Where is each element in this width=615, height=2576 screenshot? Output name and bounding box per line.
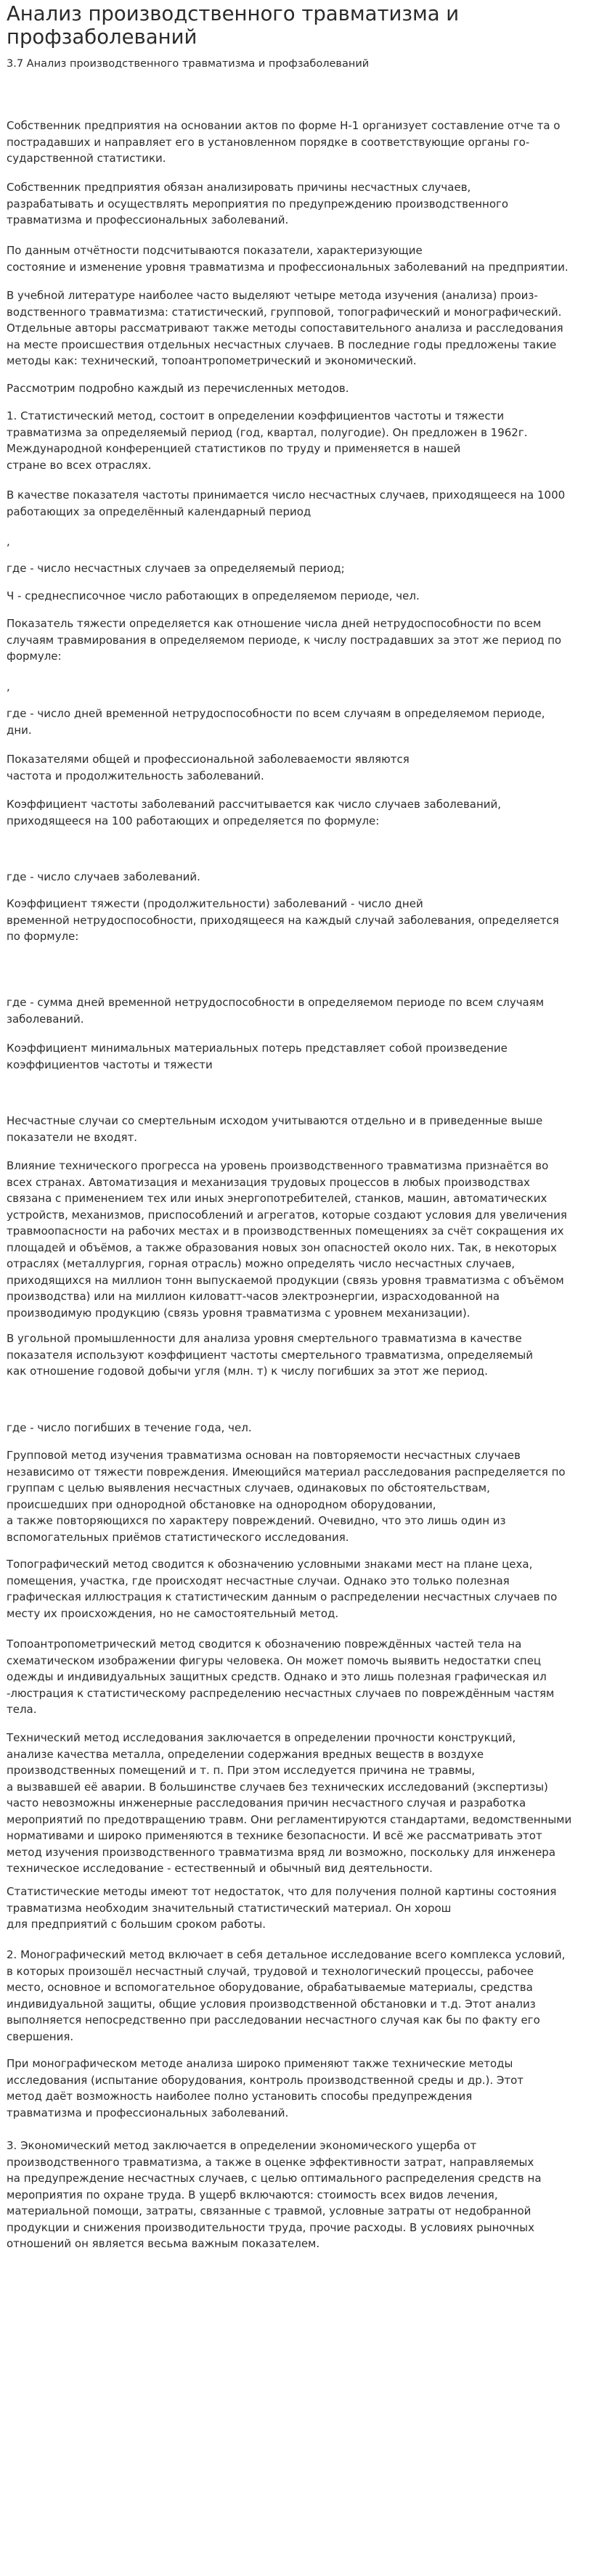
paragraph-line: в которых произошёл несчастный случай, трудовой и технологический процессы, рабочее: [7, 1964, 534, 1978]
paragraph-line: площадей и объёмов, а также образования новых зон опасностей около них. Так, в некоторых: [7, 1240, 557, 1254]
paragraph-line: травматизма за определяемый период (год, квартал, полугодие). Он предложен в 1962г.: [7, 425, 528, 439]
paragraph-line: работающих за определённый календарный период: [7, 504, 311, 518]
section-subtitle: 3.7 Анализ производственного травматизма и профзаболеваний: [7, 58, 370, 70]
paragraph-line: устройств, механизмов, приспособлений и агрегатов, которые создают условия для увеличения: [7, 1208, 567, 1222]
paragraph-line: часто невозможны инженерные расследования причин несчастного случая и разработка: [7, 1796, 526, 1810]
paragraph-line: Международной конференцией статистиков по труду и применяется в нашей: [7, 442, 461, 455]
paragraph-line: на месте происшествия отдельных несчастных случаев. В последние годы предложены такие: [7, 338, 557, 351]
paragraph-line: где - число несчастных случаев за определяемый период;: [7, 562, 345, 575]
paragraph-line: производственного травматизма, а также в оценке эффективности затрат, направляемых: [7, 2155, 534, 2169]
paragraph: [7, 751, 600, 784]
paragraph-line: графическая иллюстрация к статистическим данным о распределении несчастных случаев по: [7, 1590, 558, 1603]
paragraph-line: анализе качества металла, определении содержания вредных веществ в воздухе: [7, 1747, 484, 1761]
paragraph-line: исследования (испытание оборудования, контроль производственной среды и др.). Этот: [7, 2073, 524, 2087]
paragraph-line: 3. Экономический метод заключается в определении экономического ущерба от: [7, 2139, 477, 2152]
paragraph-line: а также повторяющихся по характеру повреждений. Очевидно, что это лишь один из: [7, 1514, 506, 1527]
paragraph-line: пострадавших и направляет его в установленном порядке в соответствующие органы го-: [7, 135, 530, 149]
paragraph: [7, 1113, 600, 1145]
paragraph-line: где - число погибших в течение года, чел.: [7, 1421, 252, 1434]
paragraph-line: Коэффициент минимальных материальных потерь представляет собой произведение: [7, 1042, 508, 1055]
paragraph-line: Рассмотрим подробно каждый из перечисленных методов.: [7, 382, 349, 395]
paragraph: [7, 1556, 600, 1622]
paragraph-line: стране во всех отраслях.: [7, 458, 152, 472]
paragraph: [7, 2138, 600, 2252]
paragraph-line: -люстрация к статистическому распределению несчастных случаев по повреждённым частям: [7, 1686, 555, 1700]
paragraph-line: травматизма и профессиональных заболеваний.: [7, 213, 289, 226]
paragraph-line: место, основное и вспомогательное оборудование, обрабатываемые материалы, средства: [7, 1981, 533, 1994]
paragraph-line: Топоантропометрический метод сводится к обозначению повреждённых частей тела на: [7, 1637, 522, 1651]
paragraph-line: травматизма и профессиональных заболеваний.: [7, 2106, 289, 2119]
paragraph-line: на предупреждение несчастных случаев, с целью оптимального распределения средств на: [7, 2172, 542, 2185]
paragraph: [7, 560, 600, 577]
paragraph-line: помещения, участка, где происходят несчастные случаи. Однако это только полезная: [7, 1574, 510, 1587]
paragraph-line: производства) или на миллион киловатт-часов электроэнергии, израсходованной на: [7, 1290, 500, 1303]
paragraph: [7, 179, 600, 229]
paragraph-line: Собственник предприятия обязан анализировать причины несчастных случаев,: [7, 181, 471, 194]
paragraph: [7, 533, 600, 550]
paragraph-line: свершения.: [7, 2029, 74, 2043]
paragraph-line: Ч - среднесписочное число работающих в определяемом периоде, чел.: [7, 589, 420, 602]
paragraph-line: производственных помещений и т. п. При этом исследуется причина не травмы,: [7, 1764, 476, 1777]
paragraph-line: ,: [7, 680, 10, 693]
paragraph-line: Коэффициент тяжести (продолжительности) заболеваний - число дней: [7, 897, 423, 910]
paragraph: [7, 869, 600, 886]
paragraph: [7, 487, 600, 520]
paragraph-line: происшедших при однородной обстановке на однородном оборудовании,: [7, 1497, 436, 1511]
paragraph-line: отраслях (металлургия, горная отрасль) можно определять число несчастных случаев,: [7, 1257, 516, 1270]
paragraph-line: вспомогательных приёмов статистического исследования.: [7, 1530, 349, 1544]
paragraph: [7, 616, 600, 665]
paragraph-line: месту их происхождения, но не самостоятельный метод.: [7, 1606, 339, 1620]
paragraph: [7, 287, 600, 369]
paragraph-line: где - число случаев заболеваний.: [7, 870, 200, 883]
article-body: [7, 118, 600, 2252]
paragraph: [7, 796, 600, 829]
paragraph: [7, 1730, 600, 1877]
paragraph: [7, 408, 600, 473]
paragraph: [7, 679, 600, 695]
paragraph: [7, 242, 600, 275]
paragraph: [7, 1330, 600, 1380]
paragraph: [7, 588, 600, 605]
paragraph-line: разрабатывать и осуществлять мероприятия по предупреждению производственного: [7, 197, 509, 210]
paragraph: [7, 1884, 600, 1933]
paragraph: [7, 1040, 600, 1073]
paragraph-line: отношений он является весьма важным показателем.: [7, 2237, 320, 2250]
paragraph-line: Топографический метод сводится к обозначению условными знаками мест на плане цеха,: [7, 1558, 533, 1571]
paragraph-line: В качестве показателя частоты принимается число несчастных случаев, приходящееся на 1000: [7, 488, 566, 502]
paragraph-line: состояние и изменение уровня травматизма и профессиональных заболеваний на предприятии.: [7, 260, 569, 274]
paragraph-line: Показателями общей и профессиональной заболеваемости являются: [7, 753, 410, 766]
paragraph-line: травматизма необходим значительный статистический материал. Он хорош: [7, 1901, 452, 1915]
paragraph-line: производимую продукцию (связь уровня травматизма с уровнем механизации).: [7, 1306, 471, 1320]
paragraph-line: 2. Монографический метод включает в себя детальное исследование всего комплекса условий,: [7, 1948, 566, 1961]
paragraph: [7, 1447, 600, 1545]
paragraph-line: формуле:: [7, 650, 62, 663]
paragraph-line: метод изучения производственного травматизма вряд ли возможно, поскольку для инженера: [7, 1845, 556, 1859]
paragraph-line: 1. Статистический метод, состоит в определении коэффициентов частоты и тяжести: [7, 409, 505, 422]
paragraph: [7, 1947, 600, 2045]
paragraph-line: В угольной промышленности для анализа уровня смертельного травматизма в качестве: [7, 1332, 522, 1345]
paragraph-line: мероприятия по охране труда. В ущерб включаются: стоимость всех видов лечения,: [7, 2188, 498, 2201]
paragraph-line: показатели не входят.: [7, 1130, 138, 1144]
paragraph-line: Коэффициент частоты заболеваний рассчитывается как число случаев заболеваний,: [7, 798, 502, 811]
paragraph-line: Несчастные случаи со смертельным исходом учитываются отдельно и в приведенные выше: [7, 1114, 543, 1127]
paragraph-line: продукции и снижения производительности труда, прочие расходы. В условиях рыночных: [7, 2220, 535, 2234]
paragraph: [7, 896, 600, 945]
paragraph-line: случаям травмирования в определяемом периоде, к числу пострадавших за этот же период по: [7, 633, 562, 647]
paragraph-line: нормативами и широко применяются в технике безопасности. И всё же рассматривать этот: [7, 1829, 542, 1842]
document-page: [0, 2, 615, 2252]
paragraph-line: где - число дней временной нетрудоспособности по всем случаям в определяемом периоде,: [7, 707, 545, 720]
paragraph-line: заболеваний.: [7, 1012, 84, 1026]
paragraph: [7, 1158, 600, 1321]
paragraph-line: Отдельные авторы рассматривают также методы сопоставительного анализа и расследования: [7, 322, 563, 335]
paragraph-line: травмоопасности на рабочих местах и в производственных помещениях за счёт сокращения их: [7, 1224, 564, 1238]
paragraph-line: техническое исследование - естественный и обычный вид деятельности.: [7, 1862, 433, 1875]
paragraph-line: Статистические методы имеют тот недостаток, что для получения полной картины состояния: [7, 1885, 557, 1898]
paragraph-line: метод даёт возможность наиболее полно установить способы предупреждения: [7, 2090, 473, 2103]
paragraph-line: как отношение годовой добычи угля (млн. т) к числу погибших за этот же период.: [7, 1365, 488, 1378]
paragraph-line: схематическом изображении фигуры человека. Он может помочь выявить недостатки спец: [7, 1653, 542, 1667]
paragraph-line: мероприятий по предотвращению травм. Они регламентируются стандартами, ведомственными: [7, 1812, 572, 1826]
paragraph-line: по формуле:: [7, 930, 79, 943]
paragraph-line: ,: [7, 535, 10, 548]
paragraph-line: коэффициентов частоты и тяжести: [7, 1058, 213, 1071]
paragraph-line: а вызвавшей её аварии. В большинстве случаев без технических исследований (экспертизы): [7, 1780, 548, 1794]
paragraph-line: По данным отчётности подсчитываются показатели, характеризующие: [7, 244, 423, 257]
paragraph-line: индивидуальной защиты, общие условия производственной обстановки и т.д. Этот анализ: [7, 1997, 536, 2011]
paragraph-line: связана с применением тех или иных энергопотребителей, станков, машин, автоматических: [7, 1192, 547, 1205]
paragraph: [7, 380, 600, 397]
paragraph-line: В учебной литературе наиболее часто выделяют четыре метода изучения (анализа) произ-: [7, 289, 538, 302]
paragraph: [7, 1420, 600, 1436]
paragraph-line: Групповой метод изучения травматизма основан на повторяемости несчастных случаев: [7, 1449, 521, 1462]
paragraph-line: Показатель тяжести определяется как отношение числа дней нетрудоспособности по всем: [7, 617, 542, 630]
paragraph: [7, 1636, 600, 1718]
paragraph-line: где - сумма дней временной нетрудоспособности в определяемом периоде по всем случаям: [7, 996, 545, 1009]
paragraph-line: приходящихся на миллион тонн выпускаемой продукции (связь уровня травматизма с объёмом: [7, 1273, 564, 1287]
page-title: Анализ производственного травматизма и профзаболеваний: [7, 2, 460, 49]
paragraph-line: тела.: [7, 1703, 37, 1716]
paragraph: [7, 994, 600, 1027]
paragraph-line: частота и продолжительность заболеваний.: [7, 769, 264, 782]
paragraph-line: Технический метод исследования заключается в определении прочности конструкций,: [7, 1731, 516, 1744]
paragraph: [7, 118, 600, 167]
paragraph-line: материальной помощи, затраты, связанные с травмой, условные затраты от недобранной: [7, 2204, 531, 2217]
paragraph-line: сударственной статистики.: [7, 152, 166, 165]
paragraph-line: приходящееся на 100 работающих и определяется по формуле:: [7, 814, 380, 827]
paragraph-line: дни.: [7, 723, 32, 737]
paragraph-line: одежды и индивидуальных защитных средств. Однако и это лишь полезная графическая ил: [7, 1670, 547, 1683]
paragraph-line: Собственник предприятия на основании актов по форме Н-1 организует составление отче та о: [7, 119, 561, 132]
paragraph-line: группам с целью выявления несчастных случаев, одинаковых по обстоятельствам,: [7, 1481, 490, 1495]
paragraph-line: показателя используют коэффициент частоты смертельного травматизма, определяемый: [7, 1348, 533, 1362]
paragraph-line: Влияние технического прогресса на уровень производственного травматизма признаётся во: [7, 1159, 549, 1172]
paragraph-line: При монографическом методе анализа широко применяют также технические методы: [7, 2057, 513, 2070]
paragraph-line: выполняется непосредственно при расследовании несчастного случая как бы по факту его: [7, 2013, 540, 2027]
paragraph-line: независимо от тяжести повреждения. Имеющийся материал расследования распределяется по: [7, 1465, 566, 1479]
paragraph: [7, 2056, 600, 2121]
paragraph-line: методы как: технический, топоантропометрический и экономический.: [7, 354, 417, 367]
paragraph: [7, 706, 600, 738]
paragraph-line: водственного травматизма: статистический, групповой, топографический и монографический.: [7, 305, 562, 319]
paragraph-line: для предприятий с большим сроком работы.: [7, 1918, 266, 1931]
paragraph-line: временной нетрудоспособности, приходящееся на каждый случай заболевания, определяется: [7, 913, 559, 927]
paragraph-line: всех странах. Автоматизация и механизация трудовых процессов в любых производствах: [7, 1175, 530, 1189]
